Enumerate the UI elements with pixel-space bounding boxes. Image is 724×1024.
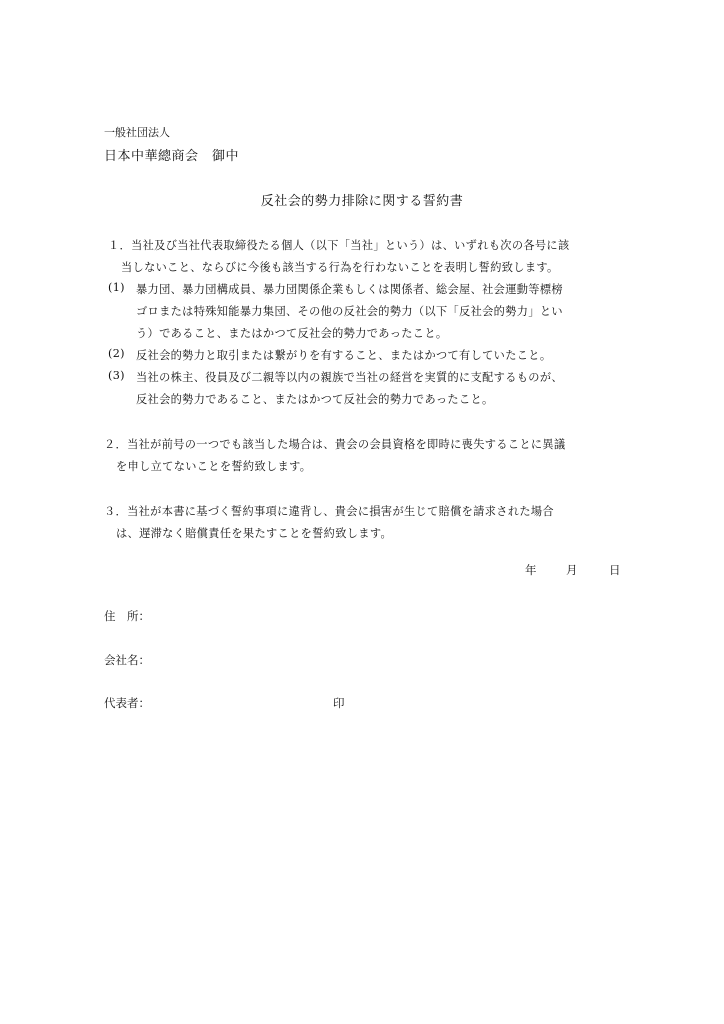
clause1-item2-number: (2) (108, 347, 125, 360)
clause1-item1-number: (1) (108, 281, 125, 294)
clause1-item2-line1: 反社会的勢力と取引または繋がりを有すること、またはかつて有していたこと。 (136, 349, 552, 362)
company-name-label: 会社名： (104, 653, 150, 667)
clause1-item1-line3: う）であること、またはかつて反社会的勢力であったこと。 (136, 327, 448, 340)
date-day-label: 日 (609, 563, 621, 577)
seal-mark: 印 (333, 696, 345, 710)
clause1-item3-line2: 反社会的勢力であること、またはかつて反社会的勢力であったこと。 (136, 393, 494, 406)
address-label: 住 所： (104, 609, 150, 623)
clause1-item1-line2: ゴロまたは特殊知能暴力集団、その他の反社会的勢力（以下「反社会的勢力」とい (136, 305, 563, 318)
clause2-line1: ２．当社が前号の一つでも該当した場合は、貴会の会員資格を即時に喪失することに異議 (104, 438, 566, 451)
clause1-item3-line1: 当社の株主、役員及び二親等以内の親族で当社の経営を実質的に支配するものが、 (136, 371, 563, 384)
clause1-item3-number: (3) (108, 369, 125, 382)
clause3-line2: は、遅滞なく賠償責任を果たすことを誓約致します。 (116, 527, 393, 540)
date-month-label: 月 (566, 563, 578, 577)
clause3-line1: ３．当社が本書に基づく誓約事項に違背し、貴会に損害が生じて賠償を請求された場合 (104, 505, 554, 518)
document-title: 反社会的勢力排除に関する誓約書 (260, 194, 464, 209)
representative-label: 代表者： (104, 696, 150, 710)
clause1-item1-line1: 暴力団、暴力団構成員、暴力団関係企業もしくは関係者、総会屋、社会運動等標榜 (136, 283, 563, 296)
date-year-label: 年 (525, 563, 537, 577)
addressee-name: 日本中華總商会 御中 (104, 149, 240, 164)
clause1-line2: 当しないこと、ならびに今後も該当する行為を行わないことを表明し誓約致します。 (121, 261, 559, 274)
clause2-line2: を申し立てないことを誓約致します。 (116, 460, 312, 473)
addressee-org-type: 一般社団法人 (104, 126, 170, 139)
clause1-line1: １．当社及び当社代表取締役たる個人（以下「当社」という）は、いずれも次の各号に該 (108, 239, 570, 252)
